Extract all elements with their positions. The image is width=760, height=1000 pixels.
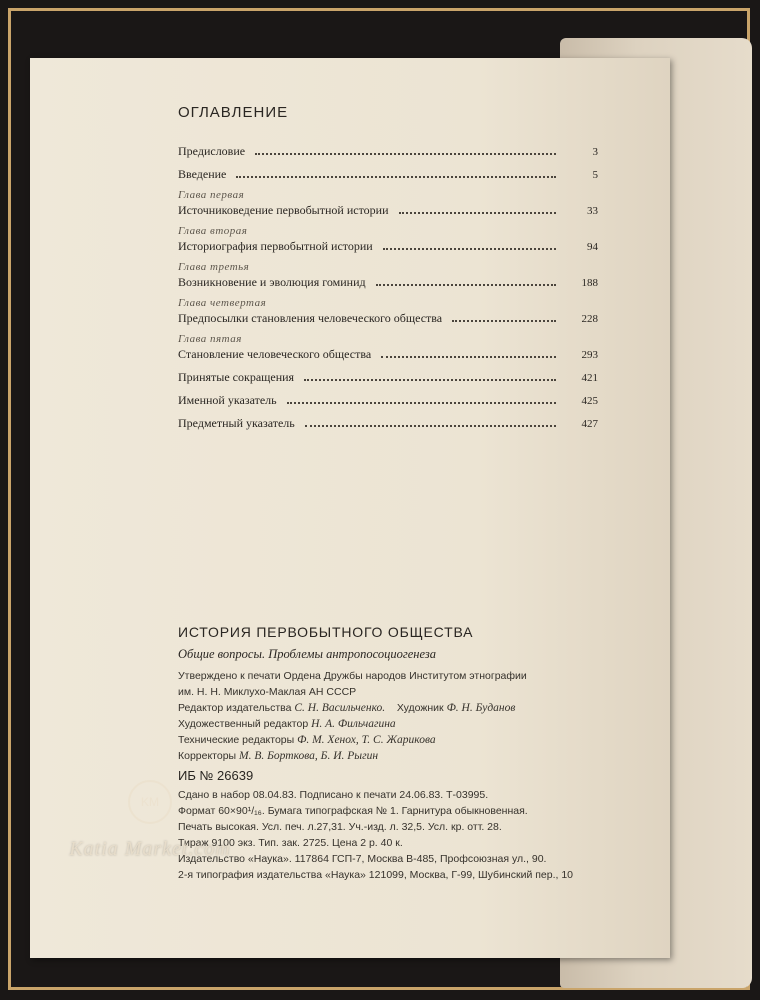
toc-page-number: 3 (592, 146, 598, 158)
toc-entry-title: Историография первобытной истории (178, 239, 373, 253)
editor-line (178, 700, 638, 716)
art-editor-label: Художественный редактор (178, 718, 309, 730)
toc-dot-leader (452, 319, 556, 322)
toc-entry (178, 415, 598, 431)
toc-page-number: 228 (581, 313, 598, 325)
toc-dot-leader (287, 401, 556, 404)
toc-chapter-label: Глава первая (178, 189, 245, 201)
toc-entry (178, 296, 598, 326)
toc-dot-leader (381, 355, 556, 358)
watermark (50, 780, 250, 900)
toc-chapter-label: Глава четвертая (178, 297, 267, 309)
proofreaders-label: Корректоры (178, 750, 237, 762)
toc-entry-title: Становление человеческого общества (178, 347, 372, 361)
toc-chapter-label: Глава третья (178, 261, 250, 273)
toc-page-number: 188 (581, 277, 598, 289)
print-line-5: Издательство «Наука». 117864 ГСП-7, Москва В-485, Профсоюзная ул., 90. (178, 853, 547, 865)
toc-page-number: 5 (592, 169, 598, 181)
toc-page-number: 421 (581, 372, 598, 384)
toc-entry-title: Именной указатель (178, 393, 277, 407)
toc-page-number: 425 (581, 395, 598, 407)
toc-entry-title: Источниковедение первобытной истории (178, 203, 389, 217)
toc-entry (178, 143, 598, 159)
artist-name: Ф. Н. Буданов (446, 702, 516, 714)
art-editor-name: Н. А. Фильчагина (311, 718, 396, 730)
toc-title: ОГЛАВЛЕНИЕ (178, 104, 289, 121)
toc-chapter-label: Глава пятая (178, 333, 242, 345)
toc-entry-title: Возникновение и эволюция гоминид (178, 275, 366, 289)
toc-entry (178, 392, 598, 408)
tech-editors-label: Технические редакторы (178, 734, 295, 746)
toc-dot-leader (376, 283, 556, 286)
toc-chapter-label: Глава вторая (178, 225, 248, 237)
toc-entry (178, 188, 598, 218)
print-line-6: 2-я типография издательства «Наука» 121099, Москва, Г-99, Шубинский пер., 10 (178, 869, 574, 881)
proofreaders-names: М. В. Борткова, Б. И. Рыгин (239, 750, 379, 762)
toc-dot-leader (399, 211, 557, 214)
art-editor-line (178, 716, 638, 732)
toc-entry-title: Предметный указатель (178, 416, 295, 430)
table-of-contents (178, 136, 598, 431)
toc-entry-title: Предпосылки становления человеческого общества (178, 311, 443, 325)
toc-dot-leader (383, 247, 556, 250)
toc-entry (178, 369, 598, 385)
book-title: ИСТОРИЯ ПЕРВОБЫТНОГО ОБЩЕСТВА (178, 624, 474, 640)
artist-label: Художник (396, 702, 444, 714)
ib-number: ИБ № 26639 (178, 768, 254, 783)
toc-entry (178, 224, 598, 254)
toc-entry (178, 260, 598, 290)
print-line-1: Сдано в набор 08.04.83. Подписано к печати 24.06.83. Т-03995. (178, 789, 489, 801)
toc-page-number: 33 (587, 205, 598, 217)
watermark-text: Katia Market.com (69, 838, 231, 860)
toc-page-number: 94 (587, 241, 598, 253)
approval-line-2: им. Н. Н. Миклухо-Маклая АН СССР (178, 686, 357, 698)
proofreaders-line (178, 748, 638, 764)
watermark-emblem: KM (128, 780, 172, 824)
toc-page-number: 293 (581, 349, 598, 361)
toc-entry (178, 166, 598, 182)
print-line-3: Печать высокая. Усл. печ. л.27,31. Уч.-изд. л. 32,5. Усл. кр. отт. 28. (178, 821, 502, 833)
toc-entry-title: Принятые сокращения (178, 370, 295, 384)
toc-page-number: 427 (581, 418, 598, 430)
book-subtitle: Общие вопросы. Проблемы антропосоциогенеза (178, 647, 436, 661)
toc-dot-leader (236, 175, 556, 178)
toc-dot-leader (305, 424, 556, 427)
toc-dot-leader (255, 152, 556, 155)
print-line-4: Тираж 9100 экз. Тип. зак. 2725. Цена 2 р. 40 к. (178, 837, 403, 849)
toc-entry-title: Предисловие (178, 144, 246, 158)
print-line-2: Формат 60×90¹/₁₆. Бумага типографская № 1. Гарнитура обыкновенная. (178, 805, 528, 817)
toc-entry-title: Введение (178, 167, 227, 181)
approval-line-1: Утверждено к печати Ордена Дружбы народов Институтом этнографии (178, 670, 527, 682)
toc-entry (178, 332, 598, 362)
toc-dot-leader (304, 378, 556, 381)
editor-label: Редактор издательства (178, 702, 292, 714)
editor-name: С. Н. Васильченко. (294, 702, 386, 714)
tech-editors-names: Ф. М. Хенох, Т. С. Жарикова (297, 734, 436, 746)
tech-editors-line (178, 732, 638, 748)
